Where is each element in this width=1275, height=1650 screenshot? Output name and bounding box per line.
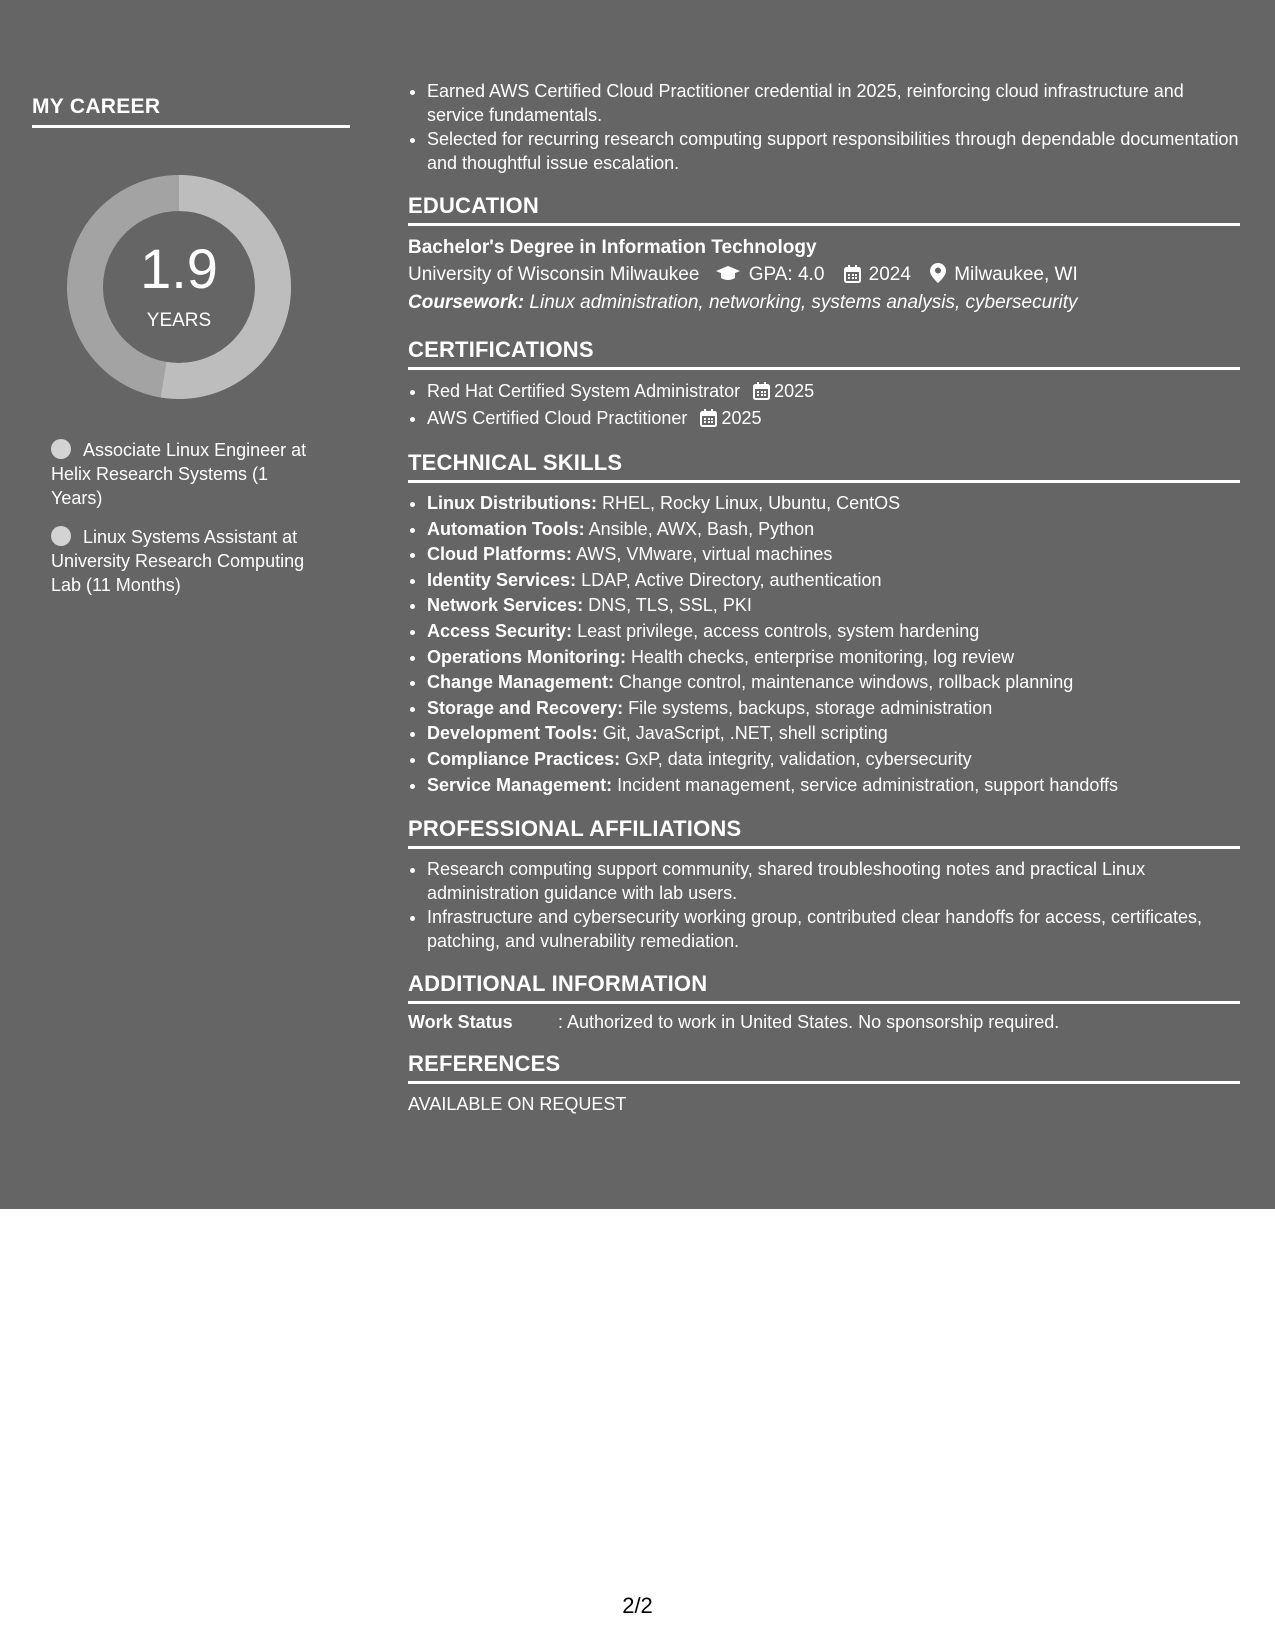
skill-value: Change control, maintenance windows, rollback planning — [619, 672, 1074, 693]
certifications-section — [408, 337, 1240, 432]
list-item — [427, 405, 1240, 432]
skill-label: Identity Services: — [427, 569, 577, 590]
skill-value: Ansible, AWX, Bash, Python — [588, 518, 815, 539]
skill-item — [427, 696, 1240, 722]
certifications-heading: CERTIFICATIONS — [408, 337, 1240, 370]
additional-section — [408, 971, 1240, 1033]
school-line — [408, 261, 1240, 289]
skill-label: Network Services: — [427, 595, 584, 616]
skill-item — [427, 619, 1240, 645]
references-section — [408, 1051, 1240, 1115]
coursework-label: Coursework: — [408, 292, 525, 313]
cert-year: 2025 — [774, 381, 815, 401]
work-status-value: : Authorized to work in United States. No sponsorship required. — [558, 1012, 1060, 1033]
skills-section — [408, 450, 1240, 798]
certifications-list — [408, 378, 1240, 432]
school-name: University of Wisconsin Milwaukee — [408, 264, 700, 285]
references-text: AVAILABLE ON REQUEST — [408, 1094, 627, 1115]
cert-name: AWS Certified Cloud Practitioner — [427, 408, 688, 428]
calendar-icon — [844, 265, 861, 283]
coursework-text: Linux administration, networking, systems analysis, cybersecurity — [529, 292, 1078, 313]
career-item-text: Linux Systems Assistant at University Research Computing Lab (11 Months) — [51, 527, 305, 595]
list-item: • Earned AWS Certified Cloud Practitioner credential in 2025, reinforcing cloud infrastructure and service fundamentals. — [427, 79, 1240, 127]
education-section — [408, 193, 1240, 317]
affiliations-heading: PROFESSIONAL AFFILIATIONS — [408, 816, 1240, 849]
cert-name: Red Hat Certified System Administrator — [427, 381, 741, 401]
skill-item — [427, 773, 1240, 799]
skill-label: Service Management: — [427, 774, 613, 795]
skill-item — [427, 645, 1240, 671]
school-location: Milwaukee, WI — [954, 264, 1078, 285]
career-dot-icon — [51, 439, 71, 459]
list-item: • Selected for recurring research computing support responsibilities through dependable documentation and thoughtful issue escalation. — [427, 127, 1240, 175]
skill-item — [427, 491, 1240, 517]
affiliations-list — [408, 857, 1240, 953]
cert-year: 2025 — [721, 408, 762, 428]
skill-label: Linux Distributions: — [427, 493, 597, 513]
right-column — [408, 79, 1240, 1115]
skill-value: DNS, TLS, SSL, PKI — [588, 595, 752, 616]
career-list — [51, 438, 321, 612]
graduation-cap-icon — [715, 265, 741, 283]
career-item — [51, 525, 321, 597]
skill-item — [427, 721, 1240, 747]
years-value: 1.9 — [140, 237, 218, 300]
intro-bullets — [408, 79, 1240, 175]
skill-item — [427, 542, 1240, 568]
skill-label: Operations Monitoring: — [427, 646, 626, 667]
skills-heading: TECHNICAL SKILLS — [408, 450, 1240, 483]
skill-label: Access Security: — [427, 620, 573, 641]
skill-value: LDAP, Active Directory, authentication — [581, 569, 882, 590]
education-heading: EDUCATION — [408, 193, 1240, 226]
gpa: GPA: 4.0 — [748, 264, 825, 285]
skill-value: Least privilege, access controls, system hardening — [577, 620, 980, 641]
skill-value: File systems, backups, storage administration — [628, 697, 993, 718]
additional-heading: ADDITIONAL INFORMATION — [408, 971, 1240, 1004]
calendar-icon — [753, 382, 770, 400]
skill-value: AWS, VMware, virtual machines — [576, 544, 833, 565]
skill-value: Incident management, service administration, support handoffs — [617, 774, 1119, 795]
skill-value: RHEL, Rocky Linux, Ubuntu, CentOS — [602, 493, 901, 513]
work-status-label: Work Status — [408, 1012, 513, 1033]
degree-title: Bachelor's Degree in Information Technology — [408, 237, 817, 258]
skill-label: Storage and Recovery: — [427, 697, 624, 718]
skill-item — [427, 670, 1240, 696]
list-item: • Infrastructure and cybersecurity working group, contributed clear handoffs for access, certificates, patching, and vulnerability remediation. — [427, 905, 1240, 953]
skill-item — [427, 568, 1240, 594]
career-item — [51, 438, 321, 510]
page-number: 2/2 — [622, 1593, 653, 1618]
work-status-row — [408, 1012, 1240, 1033]
affiliations-section — [408, 816, 1240, 953]
graduation-year: 2024 — [868, 264, 911, 285]
career-dot-icon — [51, 526, 71, 546]
list-item: • Research computing support community, shared troubleshooting notes and practical Linux administration guidance with lab users. — [427, 857, 1240, 905]
list-item — [427, 378, 1240, 405]
skill-value: Health checks, enterprise monitoring, log review — [631, 646, 1015, 667]
skill-item — [427, 517, 1240, 543]
skill-value: Git, JavaScript, .NET, shell scripting — [602, 723, 888, 744]
references-heading: REFERENCES — [408, 1051, 1240, 1084]
career-heading: MY CAREER — [32, 95, 350, 128]
skill-item — [427, 747, 1240, 773]
skill-label: Development Tools: — [427, 723, 598, 744]
skill-value: GxP, data integrity, validation, cybersecurity — [625, 748, 972, 769]
calendar-icon — [700, 409, 717, 427]
donut-label — [67, 175, 291, 399]
career-item-text: Associate Linux Engineer at Helix Research Systems (1 Years) — [51, 440, 307, 508]
map-pin-icon — [930, 263, 946, 283]
years-label: YEARS — [146, 310, 212, 331]
skill-label: Change Management: — [427, 672, 615, 693]
skill-item — [427, 593, 1240, 619]
skills-list — [408, 491, 1240, 798]
left-column — [32, 95, 350, 595]
skill-label: Compliance Practices: — [427, 748, 621, 769]
skill-label: Automation Tools: — [427, 518, 585, 539]
skill-label: Cloud Platforms: — [427, 544, 573, 565]
coursework-line — [408, 289, 1240, 317]
